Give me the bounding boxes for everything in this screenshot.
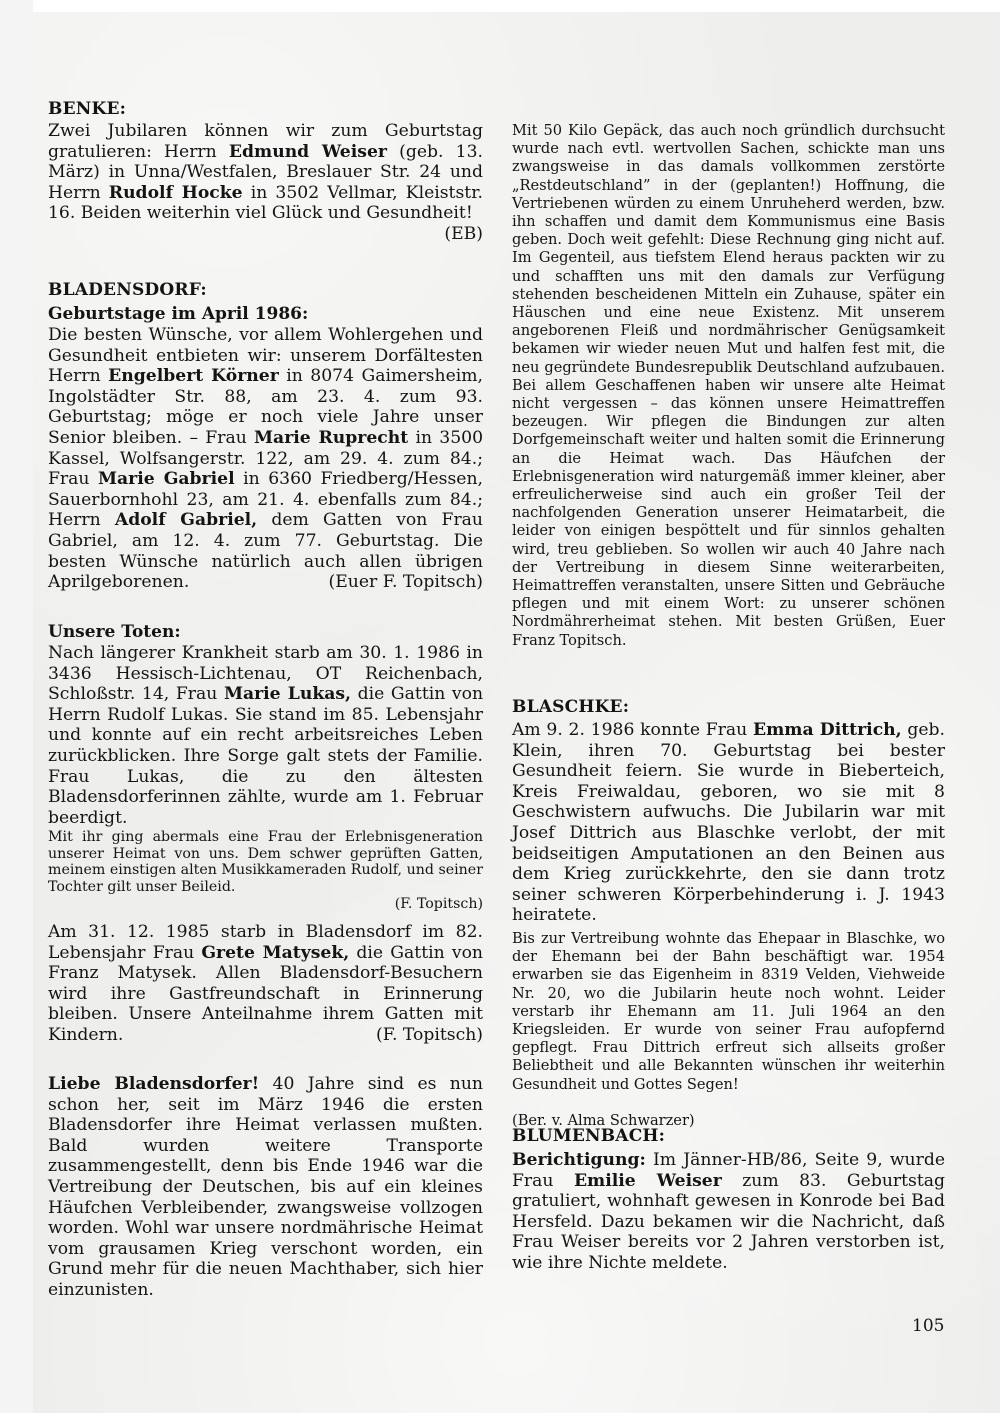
signature: (F. Topitsch) [394,896,483,912]
subheading-deaths: Unsere Toten: [48,622,181,642]
letter-liebe-bladensdorfer: Liebe Bladensdorfer! 40 Jahre sind es nun schon her, seit im März 1946 die ersten Bladensdorfer ihre Heimat verlassen mußten. Bald wurden weitere Transporte zusammengestellt, denn bis Ende 1946 war die Vertreibung der Deutschen, bis auf ein kleines Häufchen Verbleibender, zwangsweise vollzogen worden. Wohl war unsere nordmährische Heimat vom grausamen Krieg verschont worden, ein Grund mehr für die neuen Machthaber, sich hier einzunisten. [48,1074,483,1300]
obituary-grete-matysek: Am 31. 12. 1985 starb in Bladensdorf im 82. Lebensjahr Frau Grete Matysek, die Gattin von Franz Matysek. Allen Bladensdorf-Besuchern wird ihre Gastfreundschaft in Erinnerung bleiben. Unsere Anteilnahme ihrem Gatten mit Kindern. (F. Topitsch) [48,922,483,1045]
name-emilie-weiser: Emilie Weiser [573,1170,722,1191]
scan-top-margin [33,0,1000,12]
signature: (F. Topitsch) [376,1024,483,1045]
name-grete-matysek: Grete Matysek, [201,942,350,963]
subheading-birthdays: Geburtstage im April 1986: [48,304,309,324]
name-marie-lukas: Marie Lukas, [223,684,352,705]
blaschke-paragraph: Am 9. 2. 1986 konnte Frau Emma Dittrich, geb. Klein, ihren 70. Geburtstag bei bester Gesundheit feiern. Sie wurde in Bieberteich, Kreis Freiwaldau, geboren, wo sie mit 8 Geschwistern aufwuchs. Die Jubilarin war mit Josef Dittrich aus Blaschke verlobt, der mit beidseitigen Amputationen an den Beinen aus dem Krieg zurückkehrte, den sie dann trotz seiner schweren Körperbehinderung i. J. 1943 heiratete. [512,720,946,926]
section-heading-blumenbach: BLUMENBACH: [512,1126,666,1146]
letter-salutation: Liebe Bladensdorfer! [48,1074,260,1094]
blaschke-note: Bis zur Vertreibung wohnte das Ehepaar in Blaschke, wo der Ehemann bei der Bahn beschäftigt war. 1954 erwarben sie das Eigenheim in 8319 Velden, Viehweide Nr. 20, wo die Jubilarin heute noch wohnt. Leider verstarb ihr Ehemann am 11. Juli 1964 an den Kriegsleiden. Er wurde von seiner Frau aufopfernd gepflegt. Frau Dittrich erfreut sich allseits großer Beliebtheit und alle Bekannten wünschen ihr weiterhin Gesundheit und Gottes Segen! [512,930,945,1093]
correction-label: Berichtigung: [512,1150,646,1170]
birthdays-paragraph: Die besten Wünsche, vor allem Wohlergehen und Gesundheit entbieten wir: unserem Dorfältesten Herrn Engelbert Körner in 8074 Gaimersheim, Ingolstädter Str. 88, am 23. 4. zum 93. Geburtstag; möge er noch viele Jahre unser Senior bleiben. – Frau Marie Ruprecht in 3500 Kassel, Wolfsangerstr. 122, am 29. 4. zum 84.; Frau Marie Gabriel in 6360 Friedberg/Hessen, Sauerbornhohl 23, am 21. 4. ebenfalls zum 84.; Herrn Adolf Gabriel, dem Gatten von Frau Gabriel, am 12. 4. zum 77. Geburtstag. Die besten Wünsche natürlich auch allen übrigen Aprilgeborenen. (Euer F. Topitsch) [48,325,484,593]
signature: (Euer F. Topitsch) [328,572,483,593]
signature: (Ber. v. Alma Schwarzer) [512,1112,695,1129]
name-rudolf-hocke: Rudolf Hocke [108,182,243,203]
obituary-marie-lukas: Nach längerer Krankheit starb am 30. 1. 1986 in 3436 Hessisch-Lichtenau, OT Reichenbach, Schloßstr. 14, Frau Marie Lukas, die Gattin von Herrn Rudolf Lukas. Sie stand im 85. Lebensjahr und konnte auf ein recht arbeitsreiches Leben zurückblicken. Ihre Sorge galt stets der Familie. Frau Lukas, die zu den ältesten Bladensdorferinnen zählte, wurde am 1. Februar beerdigt. [48,643,484,828]
letter-continued: Mit 50 Kilo Gepäck, das auch noch gründlich durchsucht wurde nach evtl. wertvollen Sachen, schickte man uns zwangsweise in das damals vollkommen zerstörte „Restdeutschland” in der (geplanten!) Hoffnung, die Vertriebenen würden zu einem Unruheherd werden, bzw. ihn schaffen und damit dem Kommunismus eine Basis geben. Doch weit gefehlt: Diese Rechnung ging nicht auf. Im Gegenteil, aus tiefstem Elend heraus packten wir zu und schafften uns mit den damals zur Verfügung stehenden bescheidenen Mitteln ein Zuhause, später ein Häuschen und eine neue Existenz. Mit unserem angeborenen Fleiß und nordmährischer Genügsamkeit bekamen wir wieder neuen Mut und halfen fest mit, die neu gegründete Bundesrepublik Deutschland aufzubauen. Bei allem Geschaffenen haben wir unsere alte Heimat nicht vergessen – das können unsere Heimattreffen bezeugen. Wir pflegen die Bindungen zur alten Dorfgemeinschaft weiter und halten somit die Erinnerung an die Heimat wach. Das Häufchen der Erlebnisgeneration wird naturgemäß immer kleiner, aber erfreulicherweise sind auch ein großer Teil der nachfolgenden Generation unserer Heimatarbeit, die leider von einigen bespöttelt und für sinnlos gehalten wird, treu geblieben. So wollen wir auch 40 Jahre nach der Vertreibung in diesem Sinne weiterarbeiten, Heimattreffen veranstalten, unsere Sitten und Gebräuche pflegen und mit einem Wort: zu unserer schönen Nordmährerheimat stehen. Mit besten Grüßen, Euer Franz Topitsch. [512,122,945,649]
section-heading-blaschke: BLASCHKE: [512,697,630,717]
blumenbach-paragraph: Berichtigung: Im Jänner-HB/86, Seite 9, wurde Frau Emilie Weiser zum 83. Geburtstag gratuliert, wohnhaft gewesen in Konrode bei Bad Hersfeld. Dazu bekamen wir die Nachricht, daß Frau Weiser bereits vor 2 Jahren verstorben ist, wie ihre Nichte meldete. [512,1150,945,1273]
name-marie-gabriel: Marie Gabriel [97,469,235,490]
section-heading-benke: BENKE: [48,99,127,119]
signature: (EB) [444,223,483,244]
name-engelbert-koerner: Engelbert Körner [108,366,279,387]
name-marie-ruprecht: Marie Ruprecht [254,427,409,448]
name-emma-dittrich: Emma Dittrich, [752,720,902,740]
name-adolf-gabriel: Adolf Gabriel, [114,510,258,531]
section-heading-bladensdorf: BLADENSDORF: [48,280,207,300]
page-number: 105 [912,1316,945,1336]
obituary-note: Mit ihr ging abermals eine Frau der Erlebnisgeneration unserer Heimat von uns. Dem schwer geprüften Gatten, meinem einstigen alten Musikkameraden Rudolf, und seiner Tochter gilt unser Beileid. [48,829,483,895]
benke-paragraph: Zwei Jubilaren können wir zum Geburtstag gratulieren: Herrn Edmund Weiser (geb. 13. März) in Unna/Westfalen, Breslauer Str. 24 und Herrn Rudolf Hocke in 3502 Vellmar, Kleiststr. 16. Beiden weiterhin viel Glück und Gesundheit! (EB) [48,121,483,244]
name-edmund-weiser: Edmund Weiser [228,141,387,162]
